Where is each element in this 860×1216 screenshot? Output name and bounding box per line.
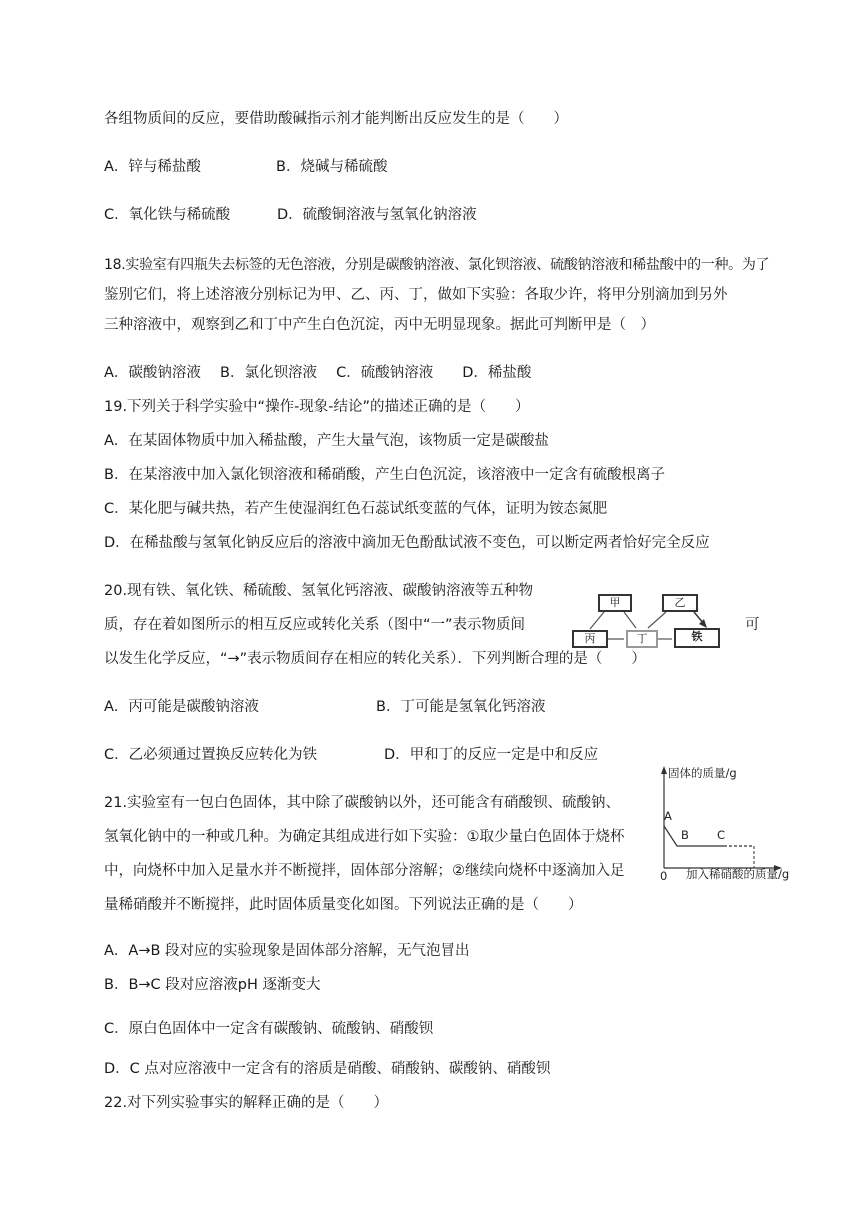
q19-stem: 19.下列关于科学实验中“操作-现象-结论”的描述正确的是（ ）: [104, 399, 530, 415]
q20-option-b[interactable]: B．丁可能是氢氧化钙溶液: [376, 699, 546, 715]
q21-graph-axes: [652, 764, 802, 884]
q21-stem-line4: 量稀硝酸并不断搅拌，此时固体质量变化如图。下列说法正确的是（ ）: [104, 897, 583, 913]
box-yi: 乙: [662, 594, 698, 612]
box-bing: 丙: [572, 630, 608, 648]
y-axis-arrow: [661, 766, 667, 774]
box-tie: 铁: [674, 628, 720, 648]
q20-option-c[interactable]: C．乙必须通过置换反应转化为铁: [104, 747, 318, 763]
link-yi-ding: [648, 612, 666, 628]
q21-option-a[interactable]: A．A→B 段对应的实验现象是固体部分溶解，无气泡冒出: [104, 943, 470, 959]
point-b-label: B: [681, 828, 689, 842]
q21-stem-line3: 中，向烧杯中加入足量水并不断搅拌，固体部分溶解；②继续向烧杯中逐滴加入足: [104, 863, 625, 879]
q19-option-a[interactable]: A．在某固体物质中加入稀盐酸，产生大量气泡，该物质一定是碳酸盐: [104, 433, 549, 449]
q20-stem-line2-end: 可: [745, 617, 760, 633]
q20-stem-line2: 质，存在着如图所示的相互反应或转化关系（图中“一”表示物质间: [104, 617, 526, 633]
graph-y-label: 固体的质量/g: [668, 766, 737, 780]
q19-option-c[interactable]: C．某化肥与碱共热，若产生使湿润红色石蕊试纸变蓝的气体，证明为铵态氮肥: [104, 501, 608, 517]
q17-option-b[interactable]: B．烧碱与稀硫酸: [276, 159, 388, 175]
q21-option-b[interactable]: B．B→C 段对应溶液pH 逐渐变大: [104, 977, 321, 993]
q18-stem-line3: 三种溶液中，观察到乙和丁中产生白色沉淀，丙中无明显现象。据此可判断甲是（ ）: [104, 317, 655, 333]
q20-stem-line3: 以发生化学反应，“→”表示物质间存在相应的转化关系）．下列判断合理的是（ ）: [104, 651, 646, 667]
point-c-label: C: [717, 828, 726, 842]
mass-curve: [664, 826, 724, 846]
q20-option-d[interactable]: D．甲和丁的反应一定是中和反应: [384, 747, 599, 763]
q19-option-d[interactable]: D．在稀盐酸与氢氧化钠反应后的溶液中滴加无色酚酞试液不变色，可以断定两者恰好完全反应: [104, 535, 710, 551]
q18-options[interactable]: A．碳酸钠溶液 B．氯化钡溶液 C．硫酸钠溶液 D．稀盐酸: [104, 365, 532, 381]
q20-relation-diagram: [570, 588, 730, 650]
q20-stem-line1: 20.现有铁、氧化铁、稀硫酸、氢氧化钙溶液、碳酸钠溶液等五种物: [104, 583, 534, 599]
q21-option-c[interactable]: C．原白色固体中一定含有碳酸钠、硫酸钠、硝酸钡: [104, 1021, 434, 1037]
q21-stem-line1: 21.实验室有一包白色固体，其中除了碳酸钠以外，还可能含有硝酸钡、硫酸钠、: [104, 795, 621, 811]
box-jia: 甲: [598, 594, 632, 612]
q17-stem: 各组物质间的反应，要借助酸碱指示剂才能判断出反应发生的是（ ）: [104, 111, 568, 127]
q20-option-a[interactable]: A．丙可能是碳酸钠溶液: [104, 699, 259, 715]
q22-stem: 22.对下列实验事实的解释正确的是（ ）: [104, 1095, 389, 1111]
link-jia-ding: [624, 612, 636, 628]
link-jia-bing: [590, 612, 604, 629]
q18-stem-line2: 鉴别它们，将上述溶液分别标记为甲、乙、丙、丁，做如下实验：各取少许，将甲分别滴加到另外: [104, 287, 728, 303]
q17-option-d[interactable]: D．硫酸铜溶液与氢氧化钠溶液: [277, 207, 477, 223]
q19-option-b[interactable]: B．在某溶液中加入氯化钡溶液和稀硝酸，产生白色沉淀，该溶液中一定含有硫酸根离子: [104, 467, 665, 483]
q17-option-a[interactable]: A．锌与稀盐酸: [104, 159, 201, 175]
q21-option-d[interactable]: D．C 点对应溶液中一定含有的溶质是硝酸、硝酸钠、碳酸钠、硝酸钡: [104, 1061, 551, 1077]
graph-x-label: 加入稀硝酸的质量/g: [686, 867, 790, 881]
q21-stem-line2: 氢氧化钠中的一种或几种。为确定其组成进行如下实验：①取少量白色固体于烧杯: [104, 829, 625, 845]
q21-mass-graph: [652, 764, 802, 884]
point-a-label: A: [664, 809, 672, 823]
q17-option-c[interactable]: C．氧化铁与稀硫酸: [104, 207, 231, 223]
q18-stem-line1: 18.实验室有四瓶失去标签的无色溶液，分别是碳酸钠溶液、氯化钡溶液、硫酸钠溶液和稀盐酸中的一种。为了: [104, 257, 770, 273]
graph-origin-label: 0: [660, 869, 668, 883]
box-ding: 丁: [626, 630, 658, 648]
